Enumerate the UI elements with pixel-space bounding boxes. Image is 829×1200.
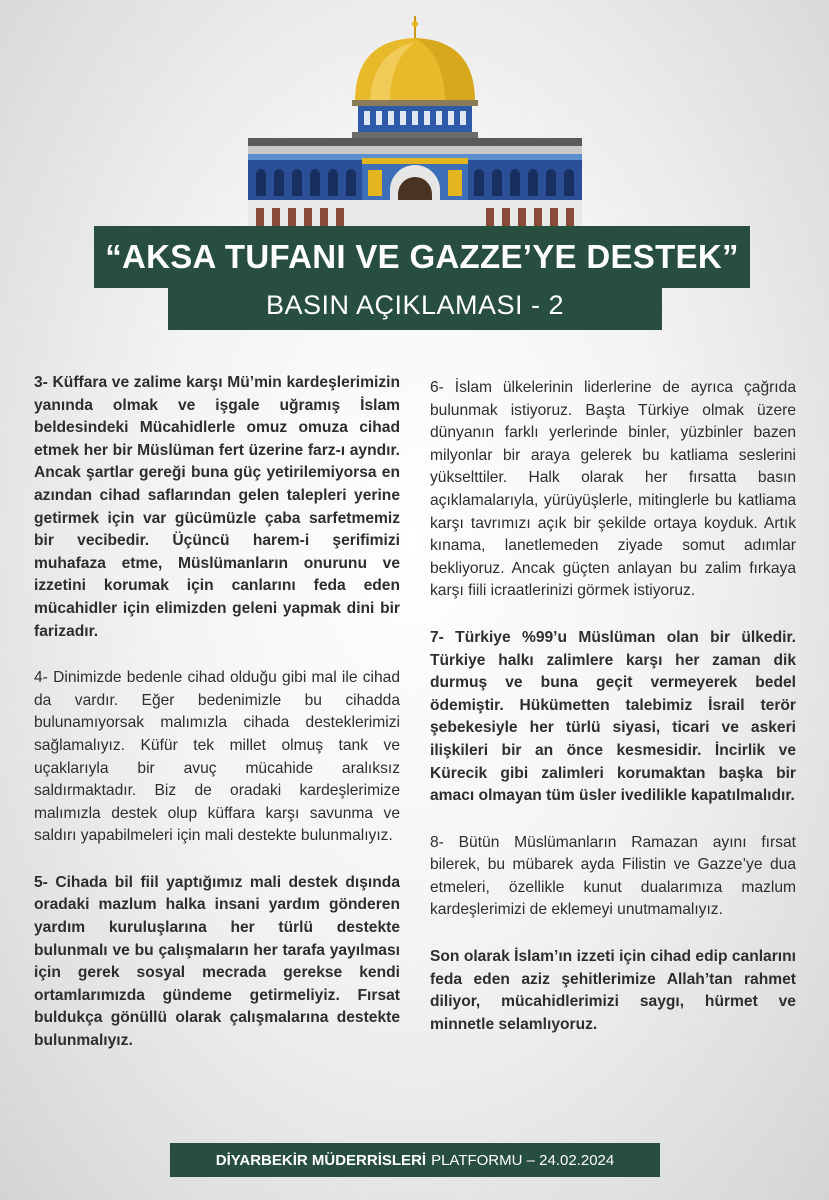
left-column [34,372,400,1077]
paragraph-6: 6- İslam ülkelerinin liderlerine de ayrıca çağrıda bulunmak istiyoruz. Başta Türkiye olmak üzere dünyanın farklı yerlerinde binler, yüzbinler bazen milyonlar bir araya gelerek bu katliama seslerini yükselttiler. Halk olarak her fırsatta basın açıklamalarıyla, yürüyüşlerle, mitinglerle bu katliama karşı tavrımızı açık bir şekilde ortaya koyduk. Artık kınama, lanetlemeden ziyade somut adımlar bekliyoruz. Ancak güçten anlayan bu zalim fırkaya karşı fiili icraatlerinizi görmek istiyoruz. [430,379,796,600]
title-banner [94,226,750,288]
subtitle-banner [168,280,662,330]
closing-paragraph: Son olarak İslam’ın izzeti için cihad edip canlarını feda eden aziz şehitlerimize Allah’tan rahmet diliyor, mücahidlerimizi saygı, hürmet ve minnetle selamlıyoruz. [430,948,796,1033]
dome-of-the-rock-icon [240,10,590,230]
footer-banner [170,1143,660,1177]
page-subtitle: BASIN AÇIKLAMASI - 2 [265,289,565,320]
paragraph-3: 3- Küffara ve zalime karşı Mü’min kardeşlerimizin yanında olmak ve işgale uğramış İslam beldesindeki Mücahidlerle omuz omuza cihad etmek her bir Müslüman fert üzerine farz-ı ayndır. Ancak şartlar gereği buna güç yetirilemiyorsa en azından cihad saflarından gelen talepleri yerine getirmek için var gücümüzle çaba sarfetmemiz bir vecibedir. Üçüncü harem-i şerifimizi muhafaza etme, Müslümanların onurunu ve izzetini korumak için canlarını feda eden mücahidler için elimizden geleni yapmak dini bir farizadır. [34,374,400,640]
footer-date: PLATFORMU – 24.02.2024 [431,1151,615,1169]
paragraph-5: 5- Cihada bil fiil yaptığımız mali destek dışında oradaki mazlum halka insani yardım gönderen yardım kuruluşlarına her türlü destekte bulunmalı ve bu çalışmaların her tarafa yayılması için gerek sosyal mecrada gerekse kendi ortamlarımızda gündeme getirmeliyiz. Fırsat buldukça gönüllü olarak çalışmalarına destekte bulunmalıyız. [34,873,400,1050]
paragraph-7: 7- Türkiye %99’u Müslüman olan bir ülkedir. Türkiye halkı zalimlere karşı her zaman dik durmuş ve buna geçit vermeyerek bedel ödemiştir. Hükümetten talebimiz İsrail terör şebekesiyle her türlü siyasi, ticari ve askeri ilişkileri bir an önce kesmesidir. İncirlik ve Kürecik gibi zalimleri korumaktan başka bir amacı olmayan tüm üsler ivedilikle kapatılmalıdır. [430,628,796,805]
footer-org: DİYARBEKİR MÜDERRİSLERİ [215,1151,427,1169]
paragraph-4: 4- Dinimizde bedenle cihad olduğu gibi mal ile cihad da vardır. Eğer bedenimizle bu cihadda bulunamıyorsak malımızla cihada desteklerimizi sağlamalıyız. Küfür tek millet olmuş tank ve uçaklarıyla bir avuç mücahide aralıksız saldırmaktadır. Biz de oradaki kardeşlerimize malımızla destek olup küffara karşı savunma ve saldırı yapabilmeleri için mali destekte bulunmalıyız. [34,669,400,845]
page-title: “AKSA TUFANI VE GAZZE’YE DESTEK” [105,238,739,275]
right-column [430,377,796,1060]
paragraph-8: 8- Bütün Müslümanların Ramazan ayını fırsat bilerek, bu mübarek ayda Filistin ve Gazze’ye dua etmeleri, özellikle kunut dualarımıza mazlum kardeşlerimizi de eklemeyi unutmamalıyız. [430,833,796,919]
